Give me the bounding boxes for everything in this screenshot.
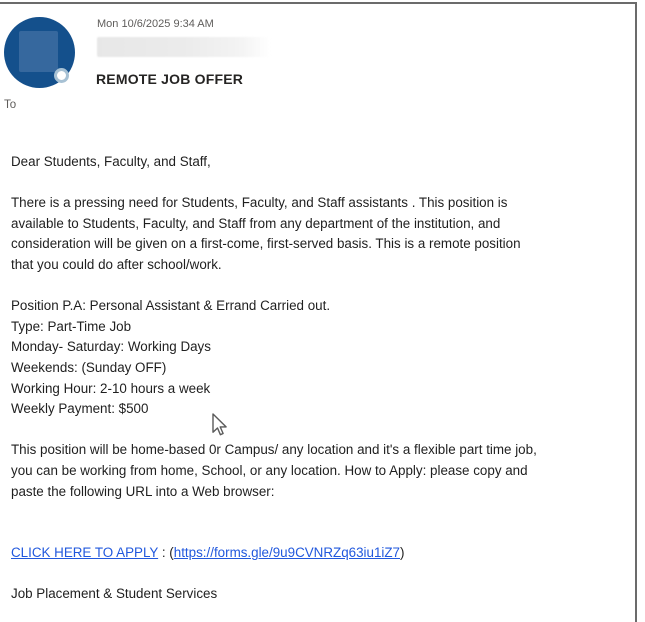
link-closing-paren: ) — [400, 545, 405, 561]
message-subject: REMOTE JOB OFFER — [96, 71, 244, 87]
blank-line — [11, 564, 629, 585]
body-line: Weekends: (Sunday OFF) — [11, 359, 167, 375]
sender-avatar[interactable] — [4, 17, 75, 88]
body-line: This position will be home-based 0r Campus/ any location and it's a flexible part time job, — [11, 442, 537, 458]
body-line: consideration will be given on a first-come, first-served basis. This is a remote position — [11, 236, 521, 252]
body-line: There is a pressing need for Students, Faculty, and Staff assistants . This position is — [11, 195, 508, 211]
sender-name-redacted — [97, 37, 271, 57]
click-here-to-apply-link[interactable]: CLICK HERE TO APPLY — [11, 545, 159, 561]
message-timestamp: Mon 10/6/2025 9:34 AM — [97, 18, 214, 30]
pane-right-border — [635, 2, 637, 622]
body-line: Weekly Payment: $500 — [11, 401, 149, 417]
link-separator-text: : ( — [158, 545, 174, 561]
signature-line: Job Placement & Student Services — [11, 586, 218, 602]
body-line: Type: Part-Time Job — [11, 318, 132, 334]
body-line: available to Students, Faculty, and Staff from any department of the institution, and — [11, 215, 501, 231]
avatar-redaction-overlay — [19, 31, 58, 72]
body-line: that you could do after school/work. — [11, 256, 222, 272]
body-line — [11, 502, 629, 523]
body-line — [11, 276, 629, 297]
apply-link-line — [11, 543, 629, 564]
email-body — [11, 152, 629, 605]
body-line: paste the following URL into a Web browser: — [11, 483, 275, 499]
body-line — [11, 420, 629, 441]
body-line: Monday- Saturday: Working Days — [11, 339, 211, 355]
pane-top-border — [0, 2, 637, 4]
to-label: To — [4, 99, 17, 111]
apply-url-link[interactable]: https://forms.gle/9u9CVNRZq63iu1iZ7 — [173, 545, 401, 561]
body-line — [11, 523, 629, 544]
body-text-block — [11, 152, 629, 543]
body-line: Dear Students, Faculty, and Staff, — [11, 154, 211, 169]
presence-indicator-icon — [54, 68, 69, 83]
body-line: Position P.A: Personal Assistant & Errand Carried out. — [11, 298, 331, 314]
body-line: Working Hour: 2-10 hours a week — [11, 380, 211, 396]
body-line — [11, 173, 629, 194]
body-line: you can be working from home, School, or any location. How to Apply: please copy and — [11, 462, 528, 478]
